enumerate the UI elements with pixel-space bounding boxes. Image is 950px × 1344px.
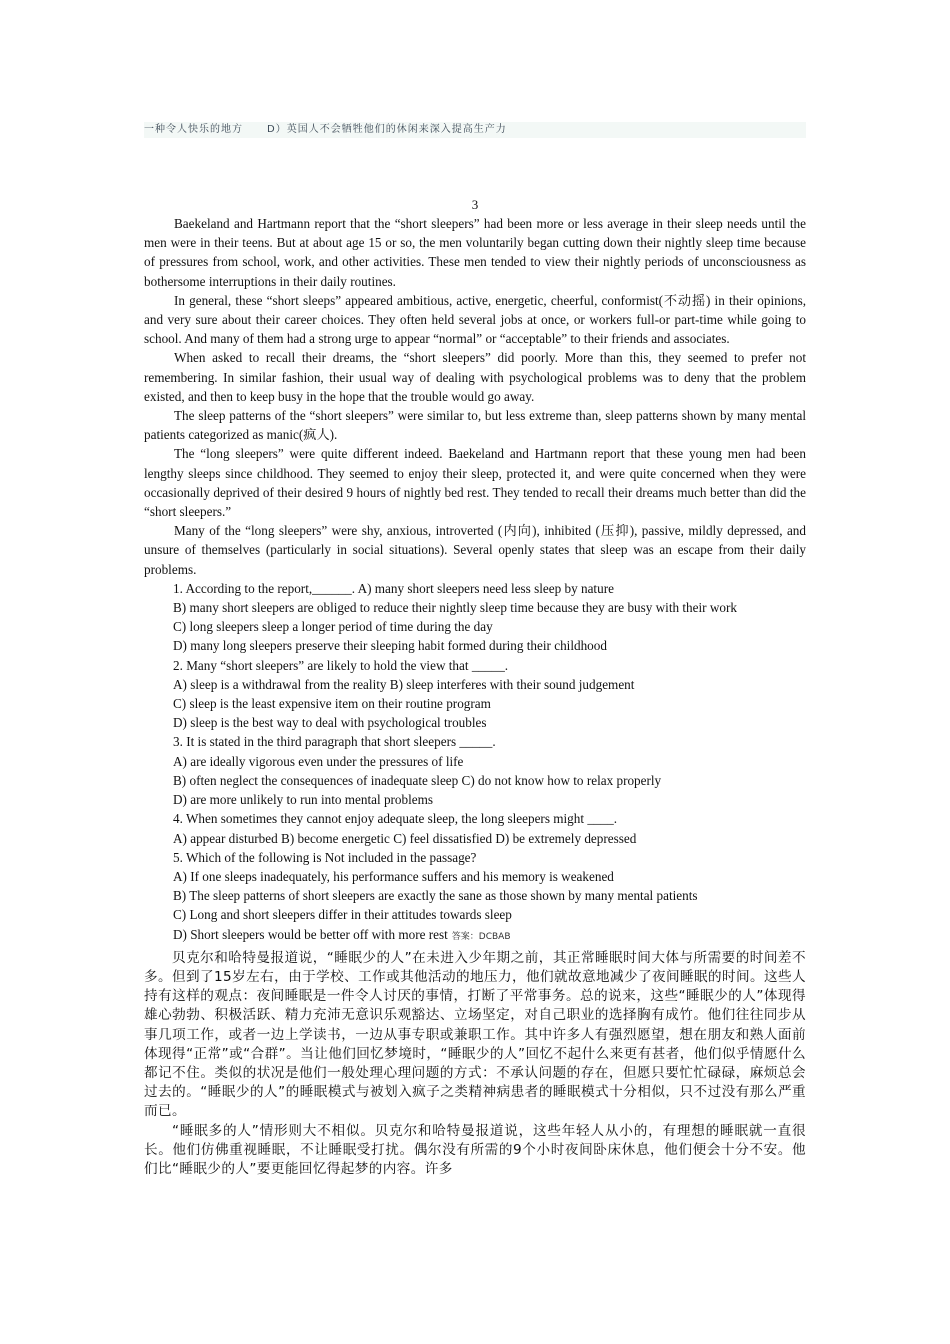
question-3-option-a: A) are ideally vigorous even under the pressures of life	[173, 753, 464, 769]
question-1-option-c: C) long sleepers sleep a longer period of time during the day	[173, 619, 493, 635]
chinese-translation	[144, 949, 806, 1179]
question-5-option-d-line	[144, 925, 806, 947]
question-2-option-c: C) sleep is the least expensive item on their routine program	[173, 696, 491, 712]
document-body	[144, 214, 806, 1179]
passage-paragraph-6: Many of the “long sleepers” were shy, anxious, introverted (内向), inhibited (压抑), passive, mildly depressed, and unsure of themselves (particularly in social situations). Several openly states that sleep was an escape from their daily problems.	[144, 523, 806, 577]
question-5-option-b: B) The sleep patterns of short sleepers are exactly the sane as those shown by many mental patients	[173, 888, 698, 904]
question-2-option-d: D) sleep is the best way to deal with psychological troubles	[173, 715, 487, 731]
question-4-options: A) appear disturbed B) become energetic C) feel dissatisfied D) be extremely depressed	[173, 830, 637, 846]
passage-paragraph-4: The sleep patterns of the “short sleepers” were similar to, but less extreme than, sleep patterns shown by many mental patients categorized as manic(疯人).	[144, 408, 806, 443]
translation-paragraph-2: “睡眠多的人”情形则大不相似。贝克尔和哈特曼报道说，这些年轻人从小的，有理想的睡眠就一直很长。他们仿佛重视睡眠，不让睡眠受打扰。偶尔没有所需的9个小时夜间卧床休息，他们便会十分不安。他们比“睡眠少的人”要更能回忆得起梦的内容。许多	[144, 1122, 806, 1177]
question-3-option-d: D) are more unlikely to run into mental problems	[173, 792, 434, 808]
header-left-text: 一种令人快乐的地方	[144, 124, 243, 135]
question-5-option-a: A) If one sleeps inadequately, his performance suffers and his memory is weakened	[173, 868, 614, 884]
question-3-options-bc: B) often neglect the consequences of inadequate sleep C) do not know how to relax properly	[173, 772, 662, 788]
question-5-stem: 5. Which of the following is Not included in the passage?	[173, 849, 477, 865]
question-4-stem: 4. When sometimes they cannot enjoy adequate sleep, the long sleepers might ____.	[173, 811, 617, 827]
passage-paragraph-1: Baekeland and Hartmann report that the “short sleepers” had been more or less average in their sleep needs until the men were in their teens. But at about age 15 or so, the men voluntarily began cutting down their nightly sleep time because of pressures from school, work, and other activities. These men tended to view their nightly periods of unconsciousness as bothersome interruptions in their daily routines.	[144, 216, 806, 289]
header-right-text: D）英国人不会牺牲他们的休闲来深入提高生产力	[267, 124, 507, 135]
passage-paragraph-5: The “long sleepers” were quite different indeed. Baekeland and Hartmann report that these young men had been lengthy sleeps since childhood. They seemed to enjoy their sleep, protected it, and were quite concerned when they were occasionally deprived of their desired 9 hours of nightly bed rest. They tended to recall their dreams much better than did the “short sleepers.”	[144, 446, 806, 520]
passage-paragraph-2: In general, these “short sleeps” appeared ambitious, active, energetic, cheerful, conformist(不动摇) in their opinions, and very sure about their career choices. They often held several jobs at once, or workers full-or part-time while going to school. And many of them had a strong urge to appear “normal” or “acceptable” to their friends and associates.	[144, 292, 806, 347]
question-1-option-d: D) many long sleepers preserve their sleeping habit formed during their childhood	[173, 638, 607, 654]
question-2-options-ab: A) sleep is a withdrawal from the reality B) sleep interferes with their sound judgement	[173, 676, 635, 692]
translation-paragraph-1: 贝克尔和哈特曼报道说，“睡眠少的人”在未进入少年期之前，其正常睡眠时间大体与所需要的时间差不多。但到了15岁左右，由于学校、工作或其他活动的地压力，他们就故意地减少了夜间睡眠的时间。这些人持有这样的观点：夜间睡眠是一件令人讨厌的事情，打断了平常事务。总的说来，这些“睡眠少的人”体现得雄心勃勃、积极活跃、精力充沛无意识乐观豁达、立场坚定，对自己职业的选择胸有成竹。他们往往同步从事几项工作，或者一边上学读书，一边从事专职或兼职工作。其中许多人有强烈愿望，想在朋友和熟人面前体现得“正常”或“合群”。当让他们回忆梦境时，“睡眠少的人”回忆不起什么来更有甚者，他们似乎情愿什么都记不住。类似的状况是他们一般处理心理问题的方式：不承认问题的存在，但愿只要忙忙碌碌，麻烦总会过去的。“睡眠少的人”的睡眠模式与被划入疯子之类精神病患者的睡眠模式十分相似，只不过没有那么严重而已。	[144, 949, 806, 1120]
question-5-option-c: C) Long and short sleepers differ in their attitudes towards sleep	[173, 907, 512, 923]
running-header	[144, 122, 806, 138]
answer-key: 答案：DCBAB	[451, 931, 511, 942]
page-number: 3	[471, 197, 479, 212]
question-1-stem: 1. According to the report,______. A) many short sleepers need less sleep by nature	[173, 580, 614, 596]
question-5-option-d: D) Short sleepers would be better off with more rest	[173, 926, 448, 942]
passage-paragraph-3: When asked to recall their dreams, the “short sleepers” did poorly. More than this, they seemed to prefer not remembering. In similar fashion, their usual way of dealing with psychological problems was to deny that the problem existed, and then to keep busy in the hope that the trouble would go away.	[144, 350, 806, 404]
question-1-option-b: B) many short sleepers are obliged to reduce their nightly sleep time because they are busy with their work	[173, 600, 737, 616]
question-3-stem: 3. It is stated in the third paragraph that short sleepers _____.	[173, 734, 496, 750]
question-2-stem: 2. Many “short sleepers” are likely to hold the view that _____.	[173, 657, 509, 673]
